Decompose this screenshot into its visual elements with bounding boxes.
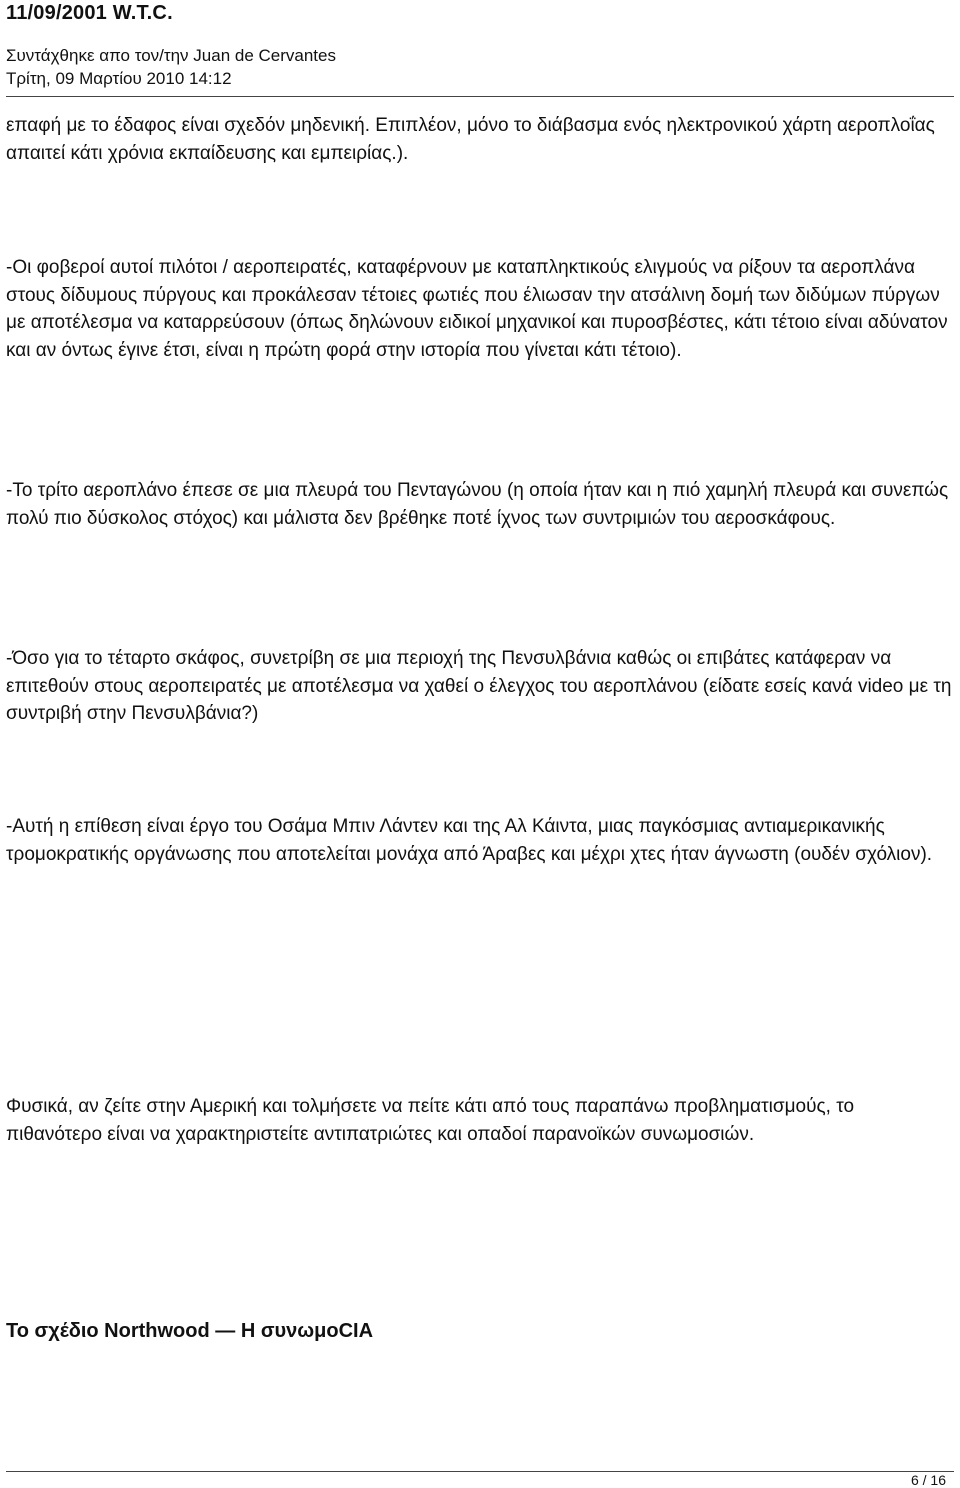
section-heading: Το σχέδιο Northwood — Η συνωμοCIA [6, 1320, 374, 1342]
page-number: 6 / 16 [910, 1472, 946, 1488]
paragraph-pennsylvania: -Όσο για το τέταρτο σκάφος, συνετρίβη σε μια περιοχή της Πενσυλβάνια καθώς οι επιβάτες κατάφεραν να επιτεθούν στους αεροπειρατές με αποτέλεσμα να χαθεί ο έλεγχος του αεροπλάνου (είδατε εσείς κανά video με τη συντριβή στην Πενσυλβάνια?) [6, 648, 952, 724]
paragraph-twin-towers: -Οι φοβεροί αυτοί πιλότοι / αεροπειρατές, καταφέρνουν με καταπληκτικούς ελιγμούς να ρίξουν τα αεροπλάνα στους δίδυμους πύργους και προκάλεσαν τέτοιες φωτιές που έλιωσαν την ατσάλινη δομή των διδύμων πύργων με αποτέλεσμα να καταρρεύσουν (όπως δηλώνουν ειδικοί μηχανικοί και πυροσβέστες, κάτι τέτοιο είναι αδύνατον και αν όντως έγινε έτσι, είναι η πρώτη φορά στην ιστορία που γίνεται κάτι τέτοιο). [6, 257, 948, 361]
footer-divider [6, 1471, 954, 1472]
paragraph-pentagon: -Το τρίτο αεροπλάνο έπεσε σε μια πλευρά του Πενταγώνου (η οποία ήταν και η πιό χαμηλή πλευρά και συνεπώς πολύ πιο δύσκολος στόχος) και μάλιστα δεν βρέθηκε ποτέ ίχνος των συντριμιών του αεροσκάφους. [6, 480, 949, 529]
author-line: Συντάχθηκε απο τον/την Juan de Cervantes [6, 46, 336, 65]
paragraph-conspiracy: Φυσικά, αν ζείτε στην Αμερική και τολμήσετε να πείτε κάτι από τους παραπάνω προβληματισμούς, το πιθανότερο είναι να χαρακτηριστείτε αντιπατριώτες και οπαδοί παρανοϊκών συνωμοσιών. [6, 1096, 855, 1145]
paragraph-ground-contact: επαφή με το έδαφος είναι σχεδόν μηδενική. Επιπλέον, μόνο το διάβασμα ενός ηλεκτρονικού χάρτη αεροπλοΐας απαιτεί κάτι χρόνια εκπαίδευσης και εμπειρίας.). [6, 115, 935, 164]
header-divider [6, 96, 954, 97]
date-line: Τρίτη, 09 Μαρτίου 2010 14:12 [6, 69, 232, 88]
article-title: 11/09/2001 W.T.C. [6, 2, 173, 24]
paragraph-al-qaeda: -Αυτή η επίθεση είναι έργο του Οσάμα Μπιν Λάντεν και της Αλ Κάιντα, μιας παγκόσμιας αντιαμερικανικής τρομοκρατικής οργάνωσης που αποτελείται μονάχα από Άραβες και μέχρι χτες ήταν άγνωστη (ουδέν σχόλιον). [6, 816, 933, 865]
